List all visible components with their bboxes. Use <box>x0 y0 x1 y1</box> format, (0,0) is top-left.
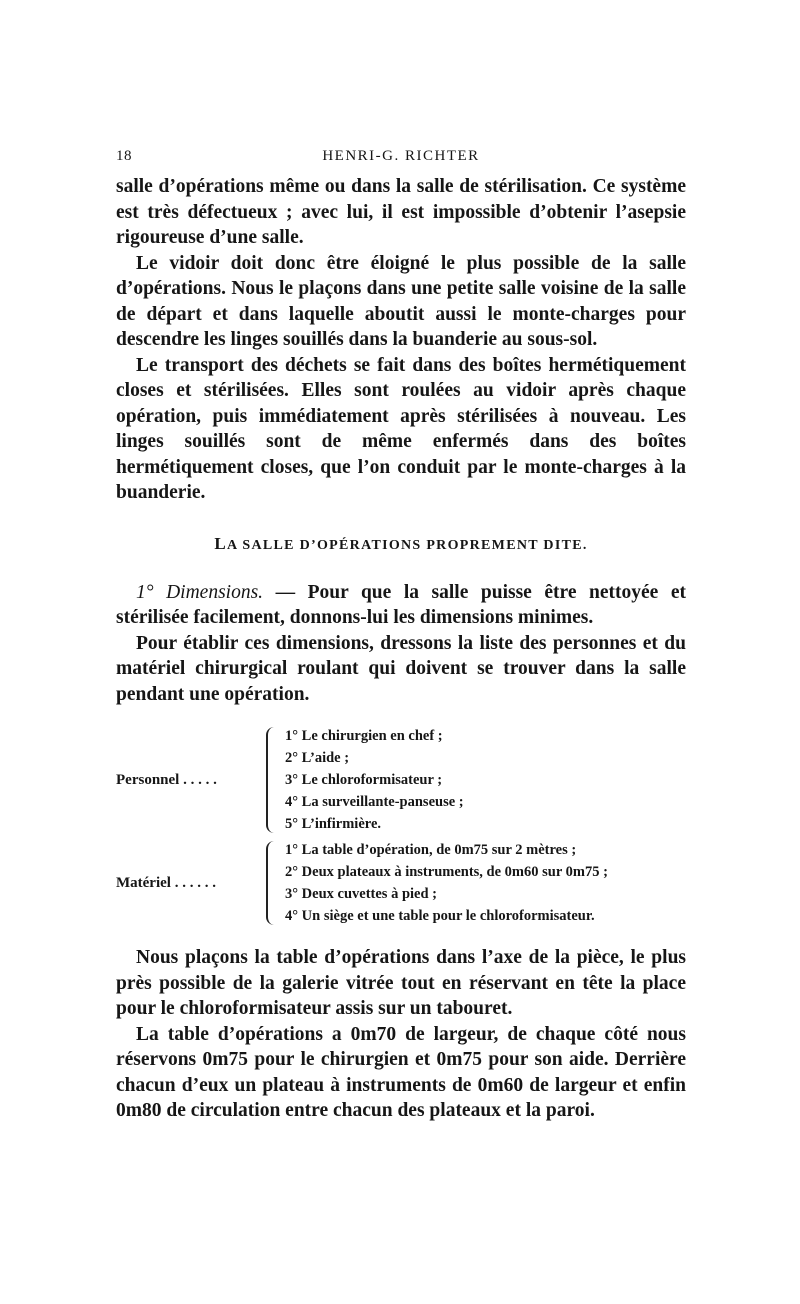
list-item: 5° L’infirmière. <box>285 816 382 832</box>
materiel-label: Matériel . . . . . . <box>116 874 216 891</box>
list-item: 4° La surveillante-panseuse ; <box>285 794 464 810</box>
page-number: 18 <box>116 148 132 164</box>
paragraph-widths: La table d’opérations a 0m70 de largeur, de chaque côté nous réservons 0m75 pour le chirurgien et 0m75 pour son aide. Derrière chacun d’eux un plateau à instruments de 0m60 de largeur et enfin 0m80 de circulation entre chacun des plateaux et la paroi. <box>116 1023 686 1121</box>
page-header <box>116 148 686 174</box>
personnel-group <box>116 725 686 835</box>
paragraph-list-intro: Pour établir ces dimensions, dressons la liste des personnes et du matériel chirurgical roulant qui doivent se trouver dans la salle pendant une opération. <box>116 632 686 705</box>
book-page <box>116 148 686 1124</box>
paragraph-continuation: salle d’opérations même ou dans la salle de stérilisation. Ce système est très défectueux ; avec lui, il est impossible d’obtenir l’asepsie rigoureuse d’une salle. <box>116 176 686 248</box>
dimensions-label: 1° Dimensions. <box>136 581 264 603</box>
brace <box>266 841 277 925</box>
list-item: 1° La table d’opération, de 0m75 sur 2 mètres ; <box>285 842 577 858</box>
dimensions-text: — Pour que la salle puisse être nettoyée et stérilisée facilement, donnons-lui les dimensions minimes. <box>116 581 686 628</box>
materiel-group <box>116 839 686 927</box>
list-item: 4° Un siège et une table pour le chloroformisateur. <box>285 908 595 924</box>
list-item: 3° Le chloroformisateur ; <box>285 772 443 788</box>
section-title <box>116 534 686 554</box>
paragraph-dimensions <box>116 580 686 631</box>
running-title: HENRI-G. RICHTER <box>322 148 480 164</box>
list-item: 3° Deux cuvettes à pied ; <box>285 886 437 902</box>
section-title-initial: L <box>214 533 227 553</box>
materiel-items <box>285 839 686 927</box>
brace <box>266 727 277 833</box>
paragraph-placement: Nous plaçons la table d’opérations dans l’axe de la pièce, le plus près possible de la galerie vitrée tout en réservant en tête la place pour le chloroformisateur assis sur un tabouret. <box>116 947 686 1019</box>
inventory-list <box>116 725 686 927</box>
personnel-items <box>285 725 686 835</box>
paragraph-transport: Le transport des déchets se fait dans des boîtes hermétiquement closes et stérilisées. Elles sont roulées au vidoir après chaque opération, puis immédiatement après stérilisées à nouveau. Les linges souillés sont de même enfermés dans des boîtes hermétiquement closes, que l’on conduit par le monte-charges à la buanderie. <box>116 354 686 503</box>
list-item: 1° Le chirurgien en chef ; <box>285 728 443 744</box>
list-item: 2° Deux plateaux à instruments, de 0m60 sur 0m75 ; <box>285 864 608 880</box>
section-title-rest: A SALLE D’OPÉRATIONS PROPREMENT DITE. <box>226 537 588 553</box>
personnel-label: Personnel . . . . . <box>116 771 217 788</box>
list-item: 2° L’aide ; <box>285 750 350 766</box>
paragraph-vidoir: Le vidoir doit donc être éloigné le plus possible de la salle d’opérations. Nous le plaçons dans une petite salle voisine de la salle de départ et dans laquelle aboutit aussi le monte-charges pour descendre les linges souillés dans la buanderie au sous-sol. <box>116 252 686 350</box>
